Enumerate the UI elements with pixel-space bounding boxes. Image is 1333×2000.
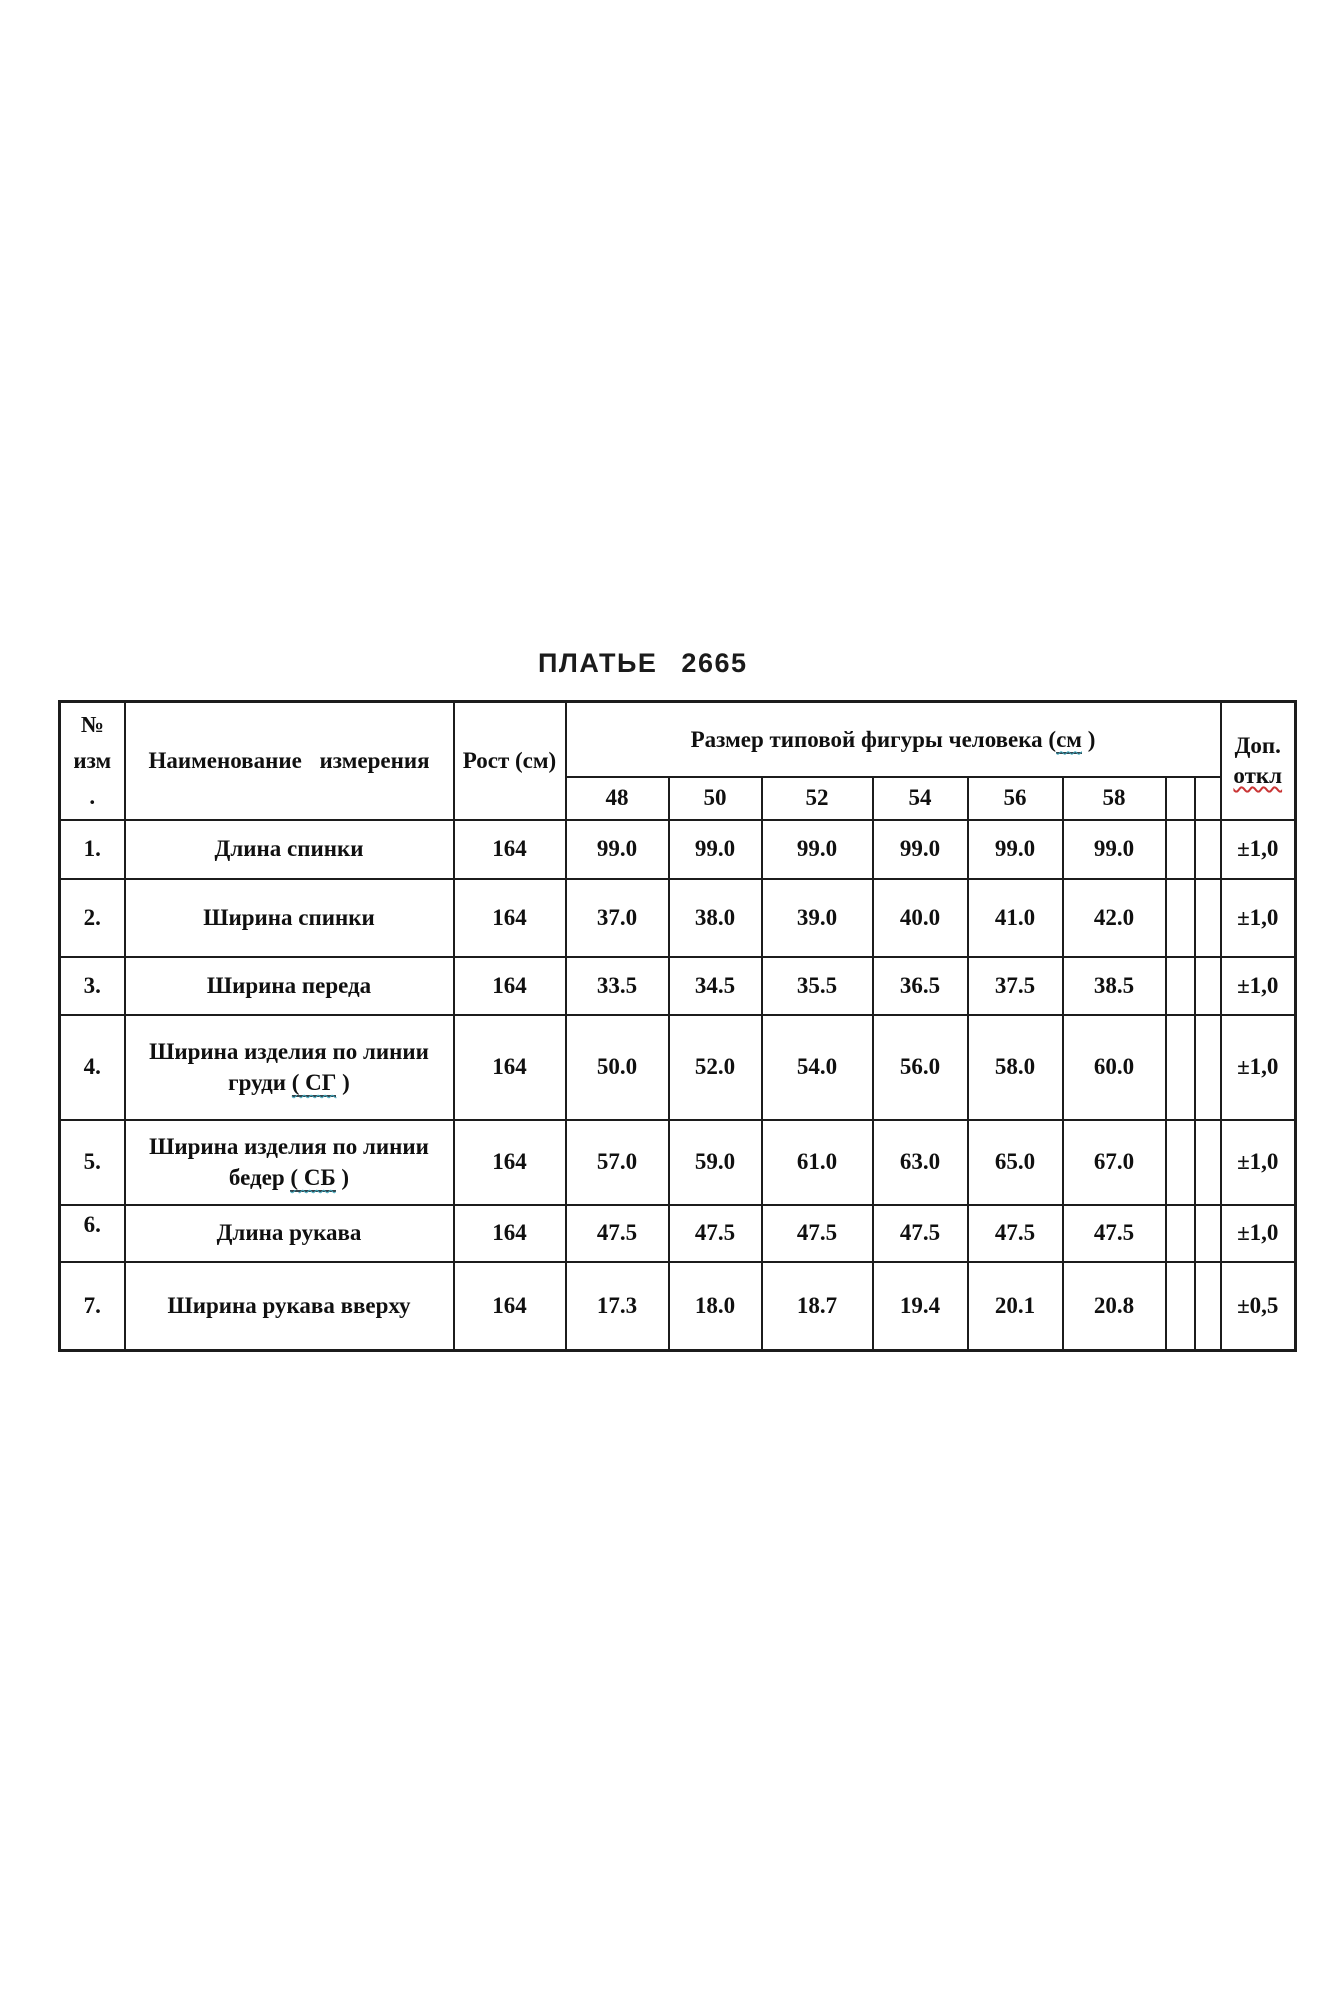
tolerance-cell: ±1,0 xyxy=(1221,1205,1296,1262)
size-value-cell: 99.0 xyxy=(968,820,1063,879)
size-value-cell: 47.5 xyxy=(873,1205,968,1262)
empty-cell xyxy=(1195,957,1221,1015)
header-measurement-name: Наименование измерения xyxy=(125,702,454,820)
table-row xyxy=(60,1120,1296,1205)
size-value-cell: 47.5 xyxy=(968,1205,1063,1262)
measurement-name-cell xyxy=(125,1015,454,1120)
measurement-name-text: Ширина рукава вверху xyxy=(167,1293,411,1319)
measurement-name-cell xyxy=(125,879,454,957)
header-tolerance xyxy=(1221,702,1296,820)
table-row xyxy=(60,1205,1296,1262)
num-symbol: № xyxy=(80,711,104,737)
empty-cell xyxy=(1195,1015,1221,1120)
measurement-name-text: Длина рукава xyxy=(216,1220,362,1246)
size-value-cell: 56.0 xyxy=(873,1015,968,1120)
size-value-cell: 58.0 xyxy=(968,1015,1063,1120)
measurement-name-cell xyxy=(125,1205,454,1262)
row-number-cell: 2. xyxy=(60,879,125,957)
garment-type-label: ПЛАТЬЕ xyxy=(538,648,658,678)
model-number: 2665 xyxy=(681,648,748,678)
size-value-cell: 47.5 xyxy=(566,1205,669,1262)
underlined-abbreviation: ( СГ xyxy=(291,1070,337,1095)
size-value-cell: 18.7 xyxy=(762,1262,873,1351)
size-value-cell: 63.0 xyxy=(873,1120,968,1205)
row-number-cell: 3. xyxy=(60,957,125,1015)
size-value-cell: 20.1 xyxy=(968,1262,1063,1351)
empty-cell xyxy=(1166,879,1195,957)
tolerance-cell: ±0,5 xyxy=(1221,1262,1296,1351)
size-value-cell: 47.5 xyxy=(762,1205,873,1262)
header-empty-cell xyxy=(1166,777,1195,820)
num-label: изм xyxy=(73,747,112,773)
measurement-table xyxy=(58,700,1297,1352)
size-value-cell: 52.0 xyxy=(669,1015,762,1120)
table-row xyxy=(60,1262,1296,1351)
height-cell: 164 xyxy=(454,1262,566,1351)
tolerance-cell: ±1,0 xyxy=(1221,1120,1296,1205)
tolerance-cell: ±1,0 xyxy=(1221,879,1296,957)
size-value-cell: 38.0 xyxy=(669,879,762,957)
underlined-abbreviation: ( СБ xyxy=(290,1165,336,1190)
size-value-cell: 54.0 xyxy=(762,1015,873,1120)
header-size-52: 52 xyxy=(762,777,873,820)
measurement-name-text: Ширина спинки xyxy=(203,904,375,930)
size-value-cell: 47.5 xyxy=(669,1205,762,1262)
size-value-cell: 41.0 xyxy=(968,879,1063,957)
empty-cell xyxy=(1166,820,1195,879)
height-cell: 164 xyxy=(454,820,566,879)
empty-cell xyxy=(1195,1205,1221,1262)
header-size-48: 48 xyxy=(566,777,669,820)
table-row xyxy=(60,957,1296,1015)
row-number-cell: 4. xyxy=(60,1015,125,1120)
tolerance-cell: ±1,0 xyxy=(1221,957,1296,1015)
size-value-cell: 38.5 xyxy=(1063,957,1166,1015)
table-row xyxy=(60,1015,1296,1120)
size-value-cell: 67.0 xyxy=(1063,1120,1166,1205)
size-value-cell: 99.0 xyxy=(873,820,968,879)
height-cell: 164 xyxy=(454,879,566,957)
size-value-cell: 50.0 xyxy=(566,1015,669,1120)
empty-cell xyxy=(1195,879,1221,957)
measurement-name-text: Ширина изделия по линии бедер xyxy=(149,1133,429,1190)
height-cell: 164 xyxy=(454,1120,566,1205)
empty-cell xyxy=(1166,1205,1195,1262)
size-value-cell: 61.0 xyxy=(762,1120,873,1205)
size-value-cell: 35.5 xyxy=(762,957,873,1015)
size-value-cell: 33.5 xyxy=(566,957,669,1015)
empty-cell xyxy=(1166,1120,1195,1205)
tolerance-label-line1: Доп. xyxy=(1234,732,1281,758)
header-size-54: 54 xyxy=(873,777,968,820)
size-group-unit-underlined: см xyxy=(1056,726,1082,752)
tolerance-label-line2: откл xyxy=(1233,762,1283,788)
tolerance-cell: ±1,0 xyxy=(1221,820,1296,879)
document-title xyxy=(538,648,748,679)
size-value-cell: 17.3 xyxy=(566,1262,669,1351)
size-value-cell: 57.0 xyxy=(566,1120,669,1205)
size-value-cell: 65.0 xyxy=(968,1120,1063,1205)
height-cell: 164 xyxy=(454,1205,566,1262)
size-value-cell: 42.0 xyxy=(1063,879,1166,957)
size-value-cell: 37.5 xyxy=(968,957,1063,1015)
num-dot: . xyxy=(89,783,96,809)
size-value-cell: 39.0 xyxy=(762,879,873,957)
empty-cell xyxy=(1195,1262,1221,1351)
size-value-cell: 34.5 xyxy=(669,957,762,1015)
size-group-text-suffix: ) xyxy=(1081,726,1096,752)
empty-cell xyxy=(1166,1015,1195,1120)
header-size-56: 56 xyxy=(968,777,1063,820)
measurement-name-cell xyxy=(125,1120,454,1205)
table-body xyxy=(60,820,1296,1351)
header-size-50: 50 xyxy=(669,777,762,820)
size-value-cell: 99.0 xyxy=(1063,820,1166,879)
size-value-cell: 36.5 xyxy=(873,957,968,1015)
table-header xyxy=(60,702,1296,820)
row-number-cell: 7. xyxy=(60,1262,125,1351)
empty-cell xyxy=(1195,1120,1221,1205)
row-number-cell: 6. xyxy=(60,1205,125,1262)
measurement-name-cell xyxy=(125,1262,454,1351)
table-row xyxy=(60,879,1296,957)
size-value-cell: 99.0 xyxy=(762,820,873,879)
measurement-name-text: ) xyxy=(335,1165,350,1190)
size-group-text: Размер типовой фигуры человека ( xyxy=(690,726,1057,752)
row-number-cell: 5. xyxy=(60,1120,125,1205)
row-number-cell: 1. xyxy=(60,820,125,879)
empty-cell xyxy=(1195,820,1221,879)
height-cell: 164 xyxy=(454,957,566,1015)
size-value-cell: 19.4 xyxy=(873,1262,968,1351)
tolerance-cell: ±1,0 xyxy=(1221,1015,1296,1120)
header-row-main xyxy=(60,702,1296,777)
size-value-cell: 60.0 xyxy=(1063,1015,1166,1120)
size-value-cell: 18.0 xyxy=(669,1262,762,1351)
header-empty-cell xyxy=(1195,777,1221,820)
measurement-name-cell xyxy=(125,957,454,1015)
empty-cell xyxy=(1166,957,1195,1015)
header-size-58: 58 xyxy=(1063,777,1166,820)
measurement-name-text: Ширина переда xyxy=(206,972,372,998)
size-value-cell: 37.0 xyxy=(566,879,669,957)
header-size-group xyxy=(566,702,1221,777)
header-height: Рост (см) xyxy=(454,702,566,820)
measurement-name-cell xyxy=(125,820,454,879)
empty-cell xyxy=(1166,1262,1195,1351)
size-value-cell: 59.0 xyxy=(669,1120,762,1205)
height-cell: 164 xyxy=(454,1015,566,1120)
measurement-name-text: Длина спинки xyxy=(214,836,364,862)
size-value-cell: 20.8 xyxy=(1063,1262,1166,1351)
size-value-cell: 47.5 xyxy=(1063,1205,1166,1262)
measurement-name-text: ) xyxy=(336,1070,350,1095)
measurement-name-text: Ширина изделия по линии груди xyxy=(149,1038,429,1095)
table-row xyxy=(60,820,1296,879)
header-num-column xyxy=(60,702,125,820)
size-value-cell: 99.0 xyxy=(669,820,762,879)
size-value-cell: 99.0 xyxy=(566,820,669,879)
size-value-cell: 40.0 xyxy=(873,879,968,957)
